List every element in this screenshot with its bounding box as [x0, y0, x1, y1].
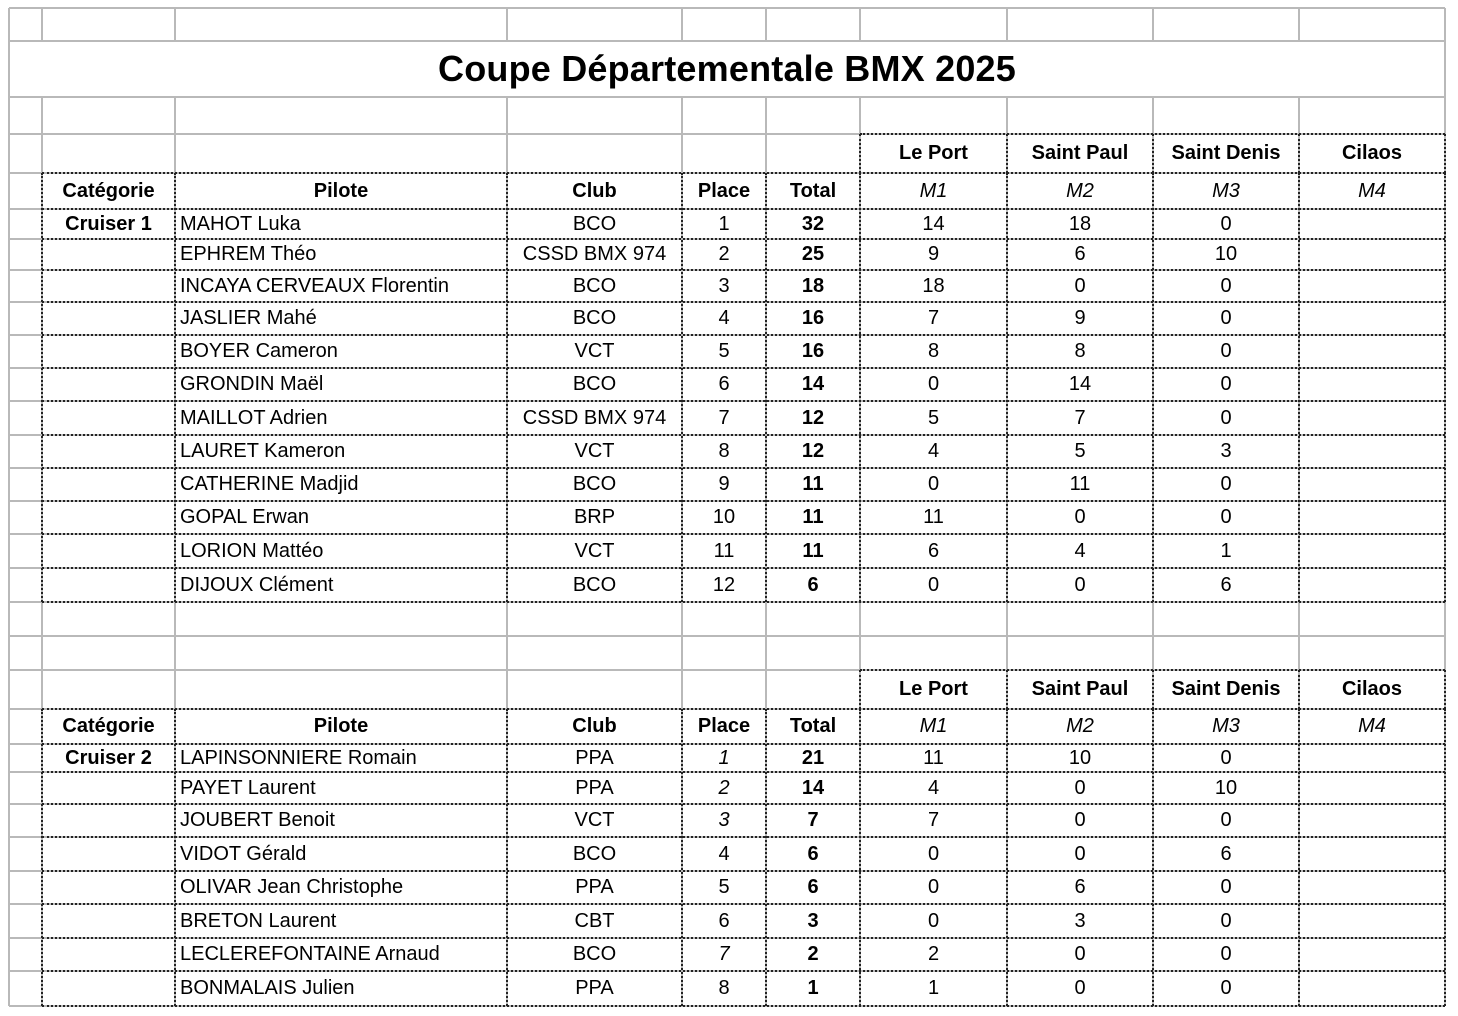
cell-pilote: LAPINSONNIERE Romain: [180, 746, 417, 769]
cell-m4: [1299, 435, 1445, 468]
cell-place: 6: [718, 373, 730, 395]
cell-place: 1: [718, 212, 730, 235]
cell-m1: 0: [927, 473, 940, 495]
cell-club: BCO: [572, 842, 617, 865]
grid-line: [9, 96, 1445, 98]
cell-m1: 8: [927, 340, 940, 362]
cell-m4: [1299, 804, 1445, 837]
cell-club: BCO: [572, 307, 617, 329]
cell-club: PPA: [575, 876, 614, 898]
cell-m2: 9: [1074, 307, 1086, 329]
cell-m2: 6: [1074, 243, 1086, 265]
cell-m1: 0: [927, 842, 940, 865]
cell-total: 32: [801, 212, 825, 235]
cell-club: BRP: [573, 506, 616, 528]
cell-m1: 0: [927, 373, 940, 395]
cell-m4: [1299, 468, 1445, 501]
cell-club: BCO: [572, 373, 617, 395]
cell-club: PPA: [575, 977, 614, 999]
cell-m4: [1299, 239, 1445, 270]
cell-pilote: INCAYA CERVEAUX Florentin: [180, 274, 449, 297]
cell-m2: 7: [1074, 406, 1086, 429]
cell-m4: [1299, 270, 1445, 302]
column-header: Total: [789, 715, 837, 737]
grid-line: [1006, 8, 1008, 41]
cell-total: 1: [807, 977, 819, 999]
cell-club: BCO: [572, 573, 617, 596]
cell-place: 11: [713, 539, 735, 562]
cell-m2: 0: [1074, 573, 1086, 596]
column-header: Club: [572, 715, 617, 737]
cell-pilote: EPHREM Théo: [180, 243, 317, 265]
cell-place: 8: [718, 440, 730, 462]
cell-place: 7: [718, 406, 730, 429]
cell-m2: 0: [1074, 274, 1086, 297]
cell-total: 14: [801, 373, 825, 395]
cell-total: 14: [801, 776, 825, 799]
cell-m1: 11: [923, 506, 944, 528]
cell-club: CSSD BMX 974: [522, 243, 667, 265]
cell-club: CSSD BMX 974: [522, 406, 667, 429]
cell-pilote: JASLIER Mahé: [180, 307, 317, 329]
venue-header: Le Port: [899, 678, 968, 700]
cell-m2: 5: [1074, 440, 1086, 462]
cell-m1: 4: [927, 440, 940, 462]
grid-line: [681, 8, 683, 41]
cell-place: 2: [718, 776, 730, 799]
cell-m1: 14: [922, 212, 945, 235]
cell-m3: 0: [1220, 909, 1232, 932]
cell-m3: 0: [1220, 809, 1232, 831]
cell-m3: 0: [1220, 876, 1232, 898]
cell-m3: 0: [1220, 506, 1232, 528]
cell-place: 4: [718, 307, 730, 329]
cell-m1: 7: [927, 809, 940, 831]
grid-line: [8, 8, 10, 1006]
cell-club: BCO: [572, 212, 617, 235]
cell-club: PPA: [575, 776, 614, 799]
cell-m2: 0: [1074, 809, 1086, 831]
column-header: M3: [1212, 715, 1240, 737]
cell-total: 3: [807, 909, 819, 932]
column-header: Catégorie: [62, 715, 155, 737]
grid-line: [174, 8, 176, 41]
cell-total: 25: [801, 243, 825, 265]
cell-m3: 0: [1220, 373, 1232, 395]
cell-m3: 10: [1214, 776, 1238, 799]
cell-m3: 0: [1220, 406, 1232, 429]
cell-pilote: BRETON Laurent: [180, 909, 337, 932]
cell-pilote: BONMALAIS Julien: [180, 977, 355, 999]
cell-m2: 0: [1074, 776, 1086, 799]
column-header: Place: [697, 179, 751, 202]
cell-m4: [1299, 534, 1445, 568]
cell-m2: 10: [1068, 746, 1092, 769]
category-label: Cruiser 1: [65, 212, 152, 235]
cell-pilote: JOUBERT Benoit: [180, 809, 335, 831]
cell-club: BCO: [572, 943, 617, 965]
grid-line: [41, 8, 43, 41]
cell-m3: 0: [1220, 977, 1232, 999]
cell-pilote: CATHERINE Madjid: [180, 473, 359, 495]
column-header: M4: [1358, 179, 1386, 202]
cell-total: 12: [801, 406, 825, 429]
column-header: M2: [1066, 179, 1094, 202]
cell-place: 4: [718, 842, 730, 865]
cell-m3: 1: [1220, 539, 1232, 562]
venue-header: Le Port: [899, 142, 968, 164]
cell-pilote: DIJOUX Clément: [180, 573, 334, 596]
cell-place: 5: [718, 340, 730, 362]
cell-pilote: OLIVAR Jean Christophe: [180, 876, 404, 898]
grid-line: [859, 8, 861, 41]
column-header: M1: [919, 715, 948, 737]
column-header: Place: [697, 715, 751, 737]
cell-m4: [1299, 744, 1445, 772]
cell-place: 5: [718, 876, 730, 898]
cell-m4: [1299, 501, 1445, 534]
cell-m3: 6: [1220, 842, 1232, 865]
grid-line: [9, 40, 1445, 42]
cell-m1: 0: [927, 909, 940, 932]
cell-m3: 0: [1220, 746, 1232, 769]
cell-m4: [1299, 938, 1445, 971]
venue-header: Cilaos: [1341, 678, 1403, 700]
cell-m2: 11: [1069, 473, 1091, 495]
cell-m1: 6: [927, 539, 940, 562]
column-header: Pilote: [313, 715, 369, 737]
grid-line: [1152, 8, 1154, 41]
cell-total: 16: [801, 340, 825, 362]
cell-m1: 5: [927, 406, 940, 429]
cell-place: 12: [712, 573, 736, 596]
cell-m4: [1299, 904, 1445, 938]
cell-total: 2: [807, 943, 819, 965]
cell-m4: [1299, 401, 1445, 435]
cell-place: 8: [718, 977, 730, 999]
cell-club: PPA: [575, 746, 614, 769]
column-header: M1: [919, 179, 948, 202]
sheet-title: Coupe Départementale BMX 2025: [438, 48, 1016, 89]
cell-total: 18: [801, 274, 825, 297]
cell-m3: 0: [1220, 274, 1232, 297]
cell-m1: 18: [922, 274, 945, 297]
cell-club: VCT: [574, 539, 615, 562]
cell-club: VCT: [574, 340, 615, 362]
cell-pilote: MAHOT Luka: [180, 212, 301, 235]
cell-m2: 0: [1074, 506, 1086, 528]
cell-place: 3: [718, 809, 730, 831]
cell-m3: 3: [1220, 440, 1232, 462]
cell-place: 10: [712, 506, 736, 528]
cell-m1: 0: [927, 573, 940, 596]
column-header: Pilote: [313, 179, 369, 202]
cell-m1: 1: [927, 977, 940, 999]
cell-club: CBT: [574, 909, 615, 932]
column-header: M4: [1358, 715, 1386, 737]
grid-line: [765, 8, 767, 41]
grid-line: [9, 7, 1445, 9]
cell-total: 11: [802, 506, 824, 528]
cell-m2: 0: [1074, 943, 1086, 965]
cell-m4: [1299, 568, 1445, 602]
cell-m1: 7: [927, 307, 940, 329]
cell-total: 11: [802, 473, 824, 495]
spreadsheet-grid: [9, 8, 1445, 1007]
cell-m3: 0: [1220, 473, 1232, 495]
cell-club: BCO: [572, 274, 617, 297]
column-header: Catégorie: [62, 179, 155, 202]
cell-m2: 8: [1074, 340, 1086, 362]
cell-club: BCO: [572, 473, 617, 495]
cell-m3: 0: [1220, 943, 1232, 965]
cell-pilote: GOPAL Erwan: [180, 506, 309, 528]
cell-m1: 0: [927, 876, 940, 898]
cell-place: 7: [718, 943, 730, 965]
cell-m2: 0: [1074, 842, 1086, 865]
cell-total: 11: [802, 539, 824, 562]
cell-place: 9: [718, 473, 730, 495]
cell-m3: 0: [1220, 340, 1232, 362]
cell-m3: 0: [1220, 212, 1232, 235]
cell-m4: [1299, 302, 1445, 335]
cell-m4: [1299, 209, 1445, 239]
cell-m4: [1299, 368, 1445, 401]
venue-header: Saint Paul: [1031, 678, 1129, 700]
cell-place: 1: [718, 746, 730, 769]
cell-total: 16: [801, 307, 825, 329]
cell-m4: [1299, 837, 1445, 871]
grid-line: [1298, 8, 1300, 41]
cell-place: 3: [718, 274, 730, 297]
column-header: M3: [1212, 179, 1240, 202]
cell-pilote: VIDOT Gérald: [180, 842, 307, 865]
cell-m2: 4: [1074, 539, 1086, 562]
column-header: M2: [1066, 715, 1094, 737]
cell-m2: 0: [1074, 977, 1086, 999]
cell-m3: 6: [1220, 573, 1232, 596]
cell-pilote: MAILLOT Adrien: [180, 406, 328, 429]
cell-club: VCT: [574, 440, 615, 462]
cell-total: 6: [807, 842, 819, 865]
cell-m2: 6: [1074, 876, 1086, 898]
venue-header: Cilaos: [1341, 142, 1403, 164]
cell-m2: 3: [1074, 909, 1086, 932]
grid-line: [9, 635, 1445, 637]
cell-m2: 14: [1068, 373, 1092, 395]
cell-m1: 9: [927, 243, 940, 265]
venue-header: Saint Denis: [1171, 142, 1281, 164]
cell-total: 7: [807, 809, 819, 831]
cell-place: 6: [718, 909, 730, 932]
cell-pilote: LORION Mattéo: [180, 539, 324, 562]
cell-pilote: GRONDIN Maël: [180, 373, 324, 395]
venue-header: Saint Paul: [1031, 142, 1129, 164]
category-label: Cruiser 2: [65, 746, 152, 769]
cell-m4: [1299, 971, 1445, 1006]
cell-m4: [1299, 335, 1445, 368]
cell-m4: [1299, 871, 1445, 904]
column-header: Club: [572, 179, 617, 202]
cell-m1: 2: [927, 943, 940, 965]
cell-pilote: BOYER Cameron: [180, 340, 338, 362]
grid-line: [506, 8, 508, 41]
cell-m3: 0: [1220, 307, 1232, 329]
cell-pilote: LECLEREFONTAINE Arnaud: [180, 943, 440, 965]
cell-m2: 18: [1068, 212, 1092, 235]
cell-total: 12: [801, 440, 825, 462]
cell-m1: 4: [927, 776, 940, 799]
cell-total: 6: [807, 876, 819, 898]
column-header: Total: [789, 179, 837, 202]
cell-total: 6: [807, 573, 819, 596]
cell-pilote: LAURET Kameron: [180, 440, 346, 462]
cell-pilote: PAYET Laurent: [180, 776, 316, 799]
cell-place: 2: [718, 243, 730, 265]
cell-m3: 10: [1214, 243, 1238, 265]
cell-m4: [1299, 772, 1445, 804]
venue-header: Saint Denis: [1171, 678, 1281, 700]
cell-total: 21: [801, 746, 825, 769]
cell-m1: 11: [923, 746, 944, 769]
cell-club: VCT: [574, 809, 615, 831]
